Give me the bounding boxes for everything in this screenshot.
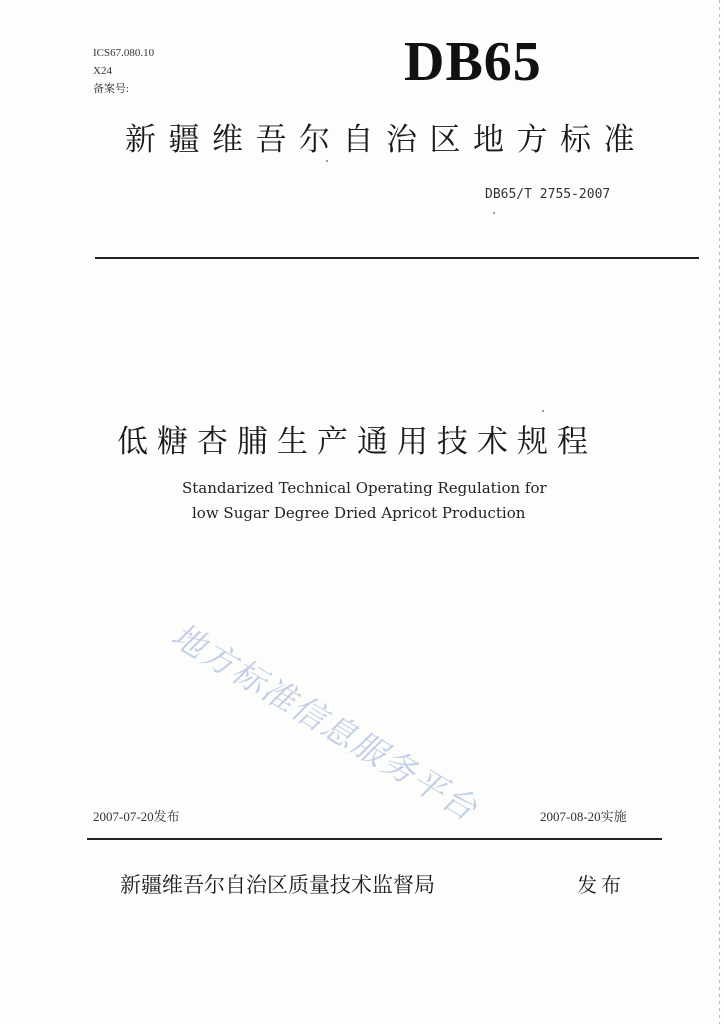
issuing-authority: 新疆维吾尔自治区质量技术监督局 — [120, 873, 435, 897]
english-title — [182, 476, 547, 526]
issue-action: 发布 — [577, 873, 625, 897]
scan-speck — [493, 212, 495, 214]
classification-block — [93, 44, 154, 98]
top-divider — [95, 257, 699, 259]
bottom-divider — [87, 838, 662, 840]
scan-speck — [326, 160, 328, 162]
scan-edge-artifact — [719, 0, 720, 1024]
implementation-date: 2007-08-20实施 — [540, 809, 627, 824]
organization-title: 新疆维吾尔自治区地方标准 — [125, 122, 647, 158]
watermark-text: 地方标准信息服务平台 — [164, 615, 485, 829]
issue-date: 2007-07-20发布 — [93, 809, 180, 824]
filing-label: 备案号: — [93, 83, 130, 95]
category-code: X24 — [93, 65, 112, 77]
standard-number: DB65/T 2755-2007 — [485, 187, 611, 202]
ics-code: ICS67.080.10 — [93, 47, 155, 59]
scan-speck — [542, 410, 544, 412]
chinese-title: 低糖杏脯生产通用技术规程 — [117, 424, 597, 460]
english-title-line2: low Sugar Degree Dried Apricot Production — [192, 504, 526, 522]
english-title-line1: Standarized Technical Operating Regulation for — [182, 479, 547, 497]
db-logo: DB65 — [404, 31, 542, 93]
